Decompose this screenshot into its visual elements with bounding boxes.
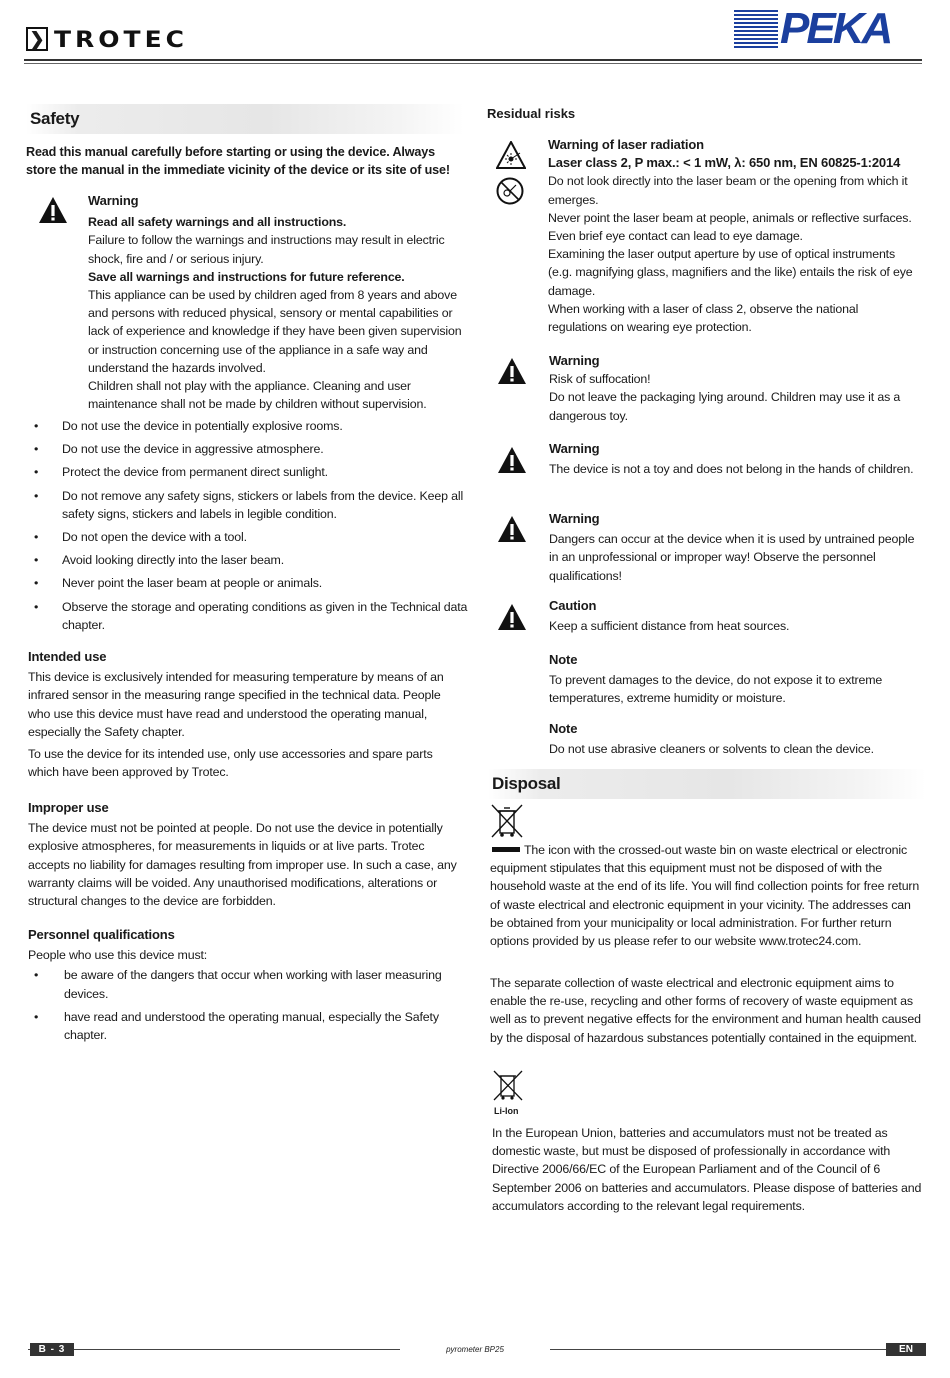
note-block xyxy=(549,720,921,758)
disposal-heading-text: Disposal xyxy=(492,774,561,793)
trotec-wordmark: TROTEC xyxy=(54,25,189,53)
warning-suffocation-block xyxy=(549,352,921,425)
warning-label: Warning xyxy=(88,193,139,208)
intended-use-p1: This device is exclusively intended for measuring temperature by means of an infrared sensor in the measuring range specified in the technical data. People who use this device must have read and understood the operating manual, especially the Safety chapter. xyxy=(28,670,444,739)
note-title: Note xyxy=(549,652,578,667)
note-text: Do not use abrasive cleaners or solvents to clean the device. xyxy=(549,742,874,757)
list-item: • Do not open the device with a tool. xyxy=(28,528,468,546)
improper-use-section xyxy=(28,799,466,910)
peka-lines-icon xyxy=(734,10,778,48)
warning-text: Dangers can occur at the device when it is used by untrained people in an unprofessional or improper way! Observe the personnel qualifications! xyxy=(549,532,915,583)
li-ion-label: Li-Ion xyxy=(494,1106,519,1116)
safety-intro: Read this manual carefully before starting or using the device. Always store the manual in the immediate vicinity of the device or its site of use! xyxy=(26,145,450,178)
warning-title: Warning xyxy=(549,511,600,526)
intended-use-p2: To use the device for its intended use, only use accessories and spare parts which have been approved by Trotec. xyxy=(28,747,433,780)
warning-untrained-block xyxy=(549,510,921,585)
warning-line1: Read all safety warnings and all instructions. xyxy=(88,215,347,230)
list-item: • Do not use the device in potentially explosive rooms. xyxy=(28,417,468,435)
laser-p4: When working with a laser of class 2, observe the national regulations on wearing eye protection. xyxy=(548,301,859,335)
peka-wordmark: PEKA xyxy=(780,4,891,53)
list-item: • Avoid looking directly into the laser beam. xyxy=(28,551,468,569)
warning-text2: This appliance can be used by children aged from 8 years and above and persons with reduced physical, sensory or mental capabilities or lack of experience and knowledge if they have been given supervision or instruction concerning use of the appliance in a safe way and understand the hazards involved. xyxy=(88,288,462,375)
list-item: • Do not use the device in aggressive atmosphere. xyxy=(28,440,468,458)
warning-toy-block xyxy=(549,440,921,478)
improper-use-heading: Improper use xyxy=(28,800,109,815)
list-item: • Do not remove any safety signs, stickers or labels from the device. Keep all safety signs, stickers and labels in legible condition. xyxy=(28,487,468,523)
intended-use-heading: Intended use xyxy=(28,649,107,664)
warning-icon xyxy=(497,515,527,543)
intended-use-section xyxy=(28,648,466,781)
residual-risks-heading: Residual risks xyxy=(487,106,576,121)
warning-text: The device is not a toy and does not belong in the hands of children. xyxy=(549,462,914,477)
warning-text1: Failure to follow the warnings and instructions may result in electric shock, fire and / or serious injury. xyxy=(88,233,445,266)
battery-bin-icon xyxy=(492,1069,524,1103)
personnel-section xyxy=(28,926,468,1049)
no-eye-icon xyxy=(496,177,524,205)
laser-p2: Never point the laser beam at people, animals or reflective surfaces. Even brief eye contact can lead to eye damage. xyxy=(548,210,912,244)
laser-p3: Examining the laser output aperture by use of optical instruments (e.g. magnifying glass, magnifiers and the like) entails the risk of eye damage. xyxy=(548,247,913,298)
warning-text3: Children shall not play with the appliance. Cleaning and user maintenance shall not be made by children without supervision. xyxy=(88,379,427,412)
warning-title: Warning xyxy=(549,441,600,456)
warning-title: Warning xyxy=(549,353,600,368)
header-rule-thin xyxy=(24,63,922,64)
list-item: • Observe the storage and operating conditions as given in the Technical data chapter. xyxy=(28,598,468,634)
safety-heading xyxy=(26,104,464,134)
disposal-heading xyxy=(488,769,926,799)
warning-icon xyxy=(497,446,527,474)
trotec-logo xyxy=(26,24,188,54)
caution-icon xyxy=(497,603,527,631)
note-text: To prevent damages to the device, do not expose it to extreme temperatures, extreme humidity or moisture. xyxy=(549,673,883,706)
personnel-intro: People who use this device must: xyxy=(28,948,208,963)
footer-title: pyrometer BP25 xyxy=(400,1345,550,1354)
personnel-heading: Personnel qualifications xyxy=(28,927,175,942)
warning-block xyxy=(88,192,466,413)
laser-p1: Do not look directly into the laser beam or the opening from which it emerges. xyxy=(548,174,908,207)
list-item: • be aware of the dangers that occur when working with laser measuring devices. xyxy=(28,966,468,1002)
header-rule xyxy=(24,59,922,61)
safety-bullet-list xyxy=(28,417,468,639)
peka-logo xyxy=(734,4,916,53)
warning-icon xyxy=(38,196,68,224)
laser-warning-block xyxy=(548,136,920,336)
list-item: • have read and understood the operating manual, especially the Safety chapter. xyxy=(28,1008,468,1044)
trotec-chevron-icon: ❯ xyxy=(26,27,48,51)
crossed-bin-icon xyxy=(490,803,524,841)
list-item: • Never point the laser beam at people or animals. xyxy=(28,574,468,592)
warning-text: Do not leave the packaging lying around. Children may use it as a dangerous toy. xyxy=(549,390,901,423)
laser-title: Warning of laser radiation xyxy=(548,137,704,152)
caution-text: Keep a sufficient distance from heat sources. xyxy=(549,619,790,634)
laser-class: Laser class 2, P max.: < 1 mW, λ: 650 nm, EN 60825-1:2014 xyxy=(548,155,901,171)
warning-line2: Save all warnings and instructions for future reference. xyxy=(88,269,405,284)
improper-use-p: The device must not be pointed at people. Do not use the device in potentially explosive atmospheres, for measurements in liquids or at live parts. Trotec accepts no liability for damages resulting from improper use. In such a case, any warranty claims will be voided. Any unauthorised modifications, alterations or structural changes to the device are forbidden. xyxy=(28,821,457,909)
caution-block xyxy=(549,597,921,635)
language-badge: EN xyxy=(886,1343,926,1356)
disposal-p2: The separate collection of waste electrical and electronic equipment aims to enable the re-use, recycling and other forms of recovery of waste equipment as well as to prevent negative effects for the environment and human health caused by the disposal of hazardous substances potentially contained in the equipment. xyxy=(490,976,921,1045)
warning-icon xyxy=(497,357,527,385)
note-block xyxy=(549,651,921,708)
list-item: • Protect the device from permanent direct sunlight. xyxy=(28,463,468,481)
safety-heading-text: Safety xyxy=(30,109,80,128)
disposal-p1: The icon with the crossed-out waste bin on waste electrical or electronic equipment stipulates that this equipment must not be disposed of with the household waste at the end of its life. You will find collection points for free return of waste electrical and electronic equipment in your vicinity. The addresses can be obtained from your municipality or local administration. For further return options provided by us please refer to our website www.trotec24.com. xyxy=(490,843,920,949)
warning-text: Risk of suffocation! xyxy=(549,372,651,387)
laser-warning-icon xyxy=(496,141,526,169)
caution-title: Caution xyxy=(549,598,597,613)
disposal-p3: In the European Union, batteries and accumulators must not be treated as domestic waste, but must be disposed of professionally in accordance with Directive 2006/66/EC of the European Parliament and of the Council of 6 September 2006 on batteries and accumulators. Please dispose of batteries and accumulators according to the relevant legal requirements. xyxy=(492,1126,922,1213)
note-title: Note xyxy=(549,721,578,736)
personnel-bullet-list xyxy=(28,966,468,1044)
page-number: B - 3 xyxy=(30,1343,74,1356)
